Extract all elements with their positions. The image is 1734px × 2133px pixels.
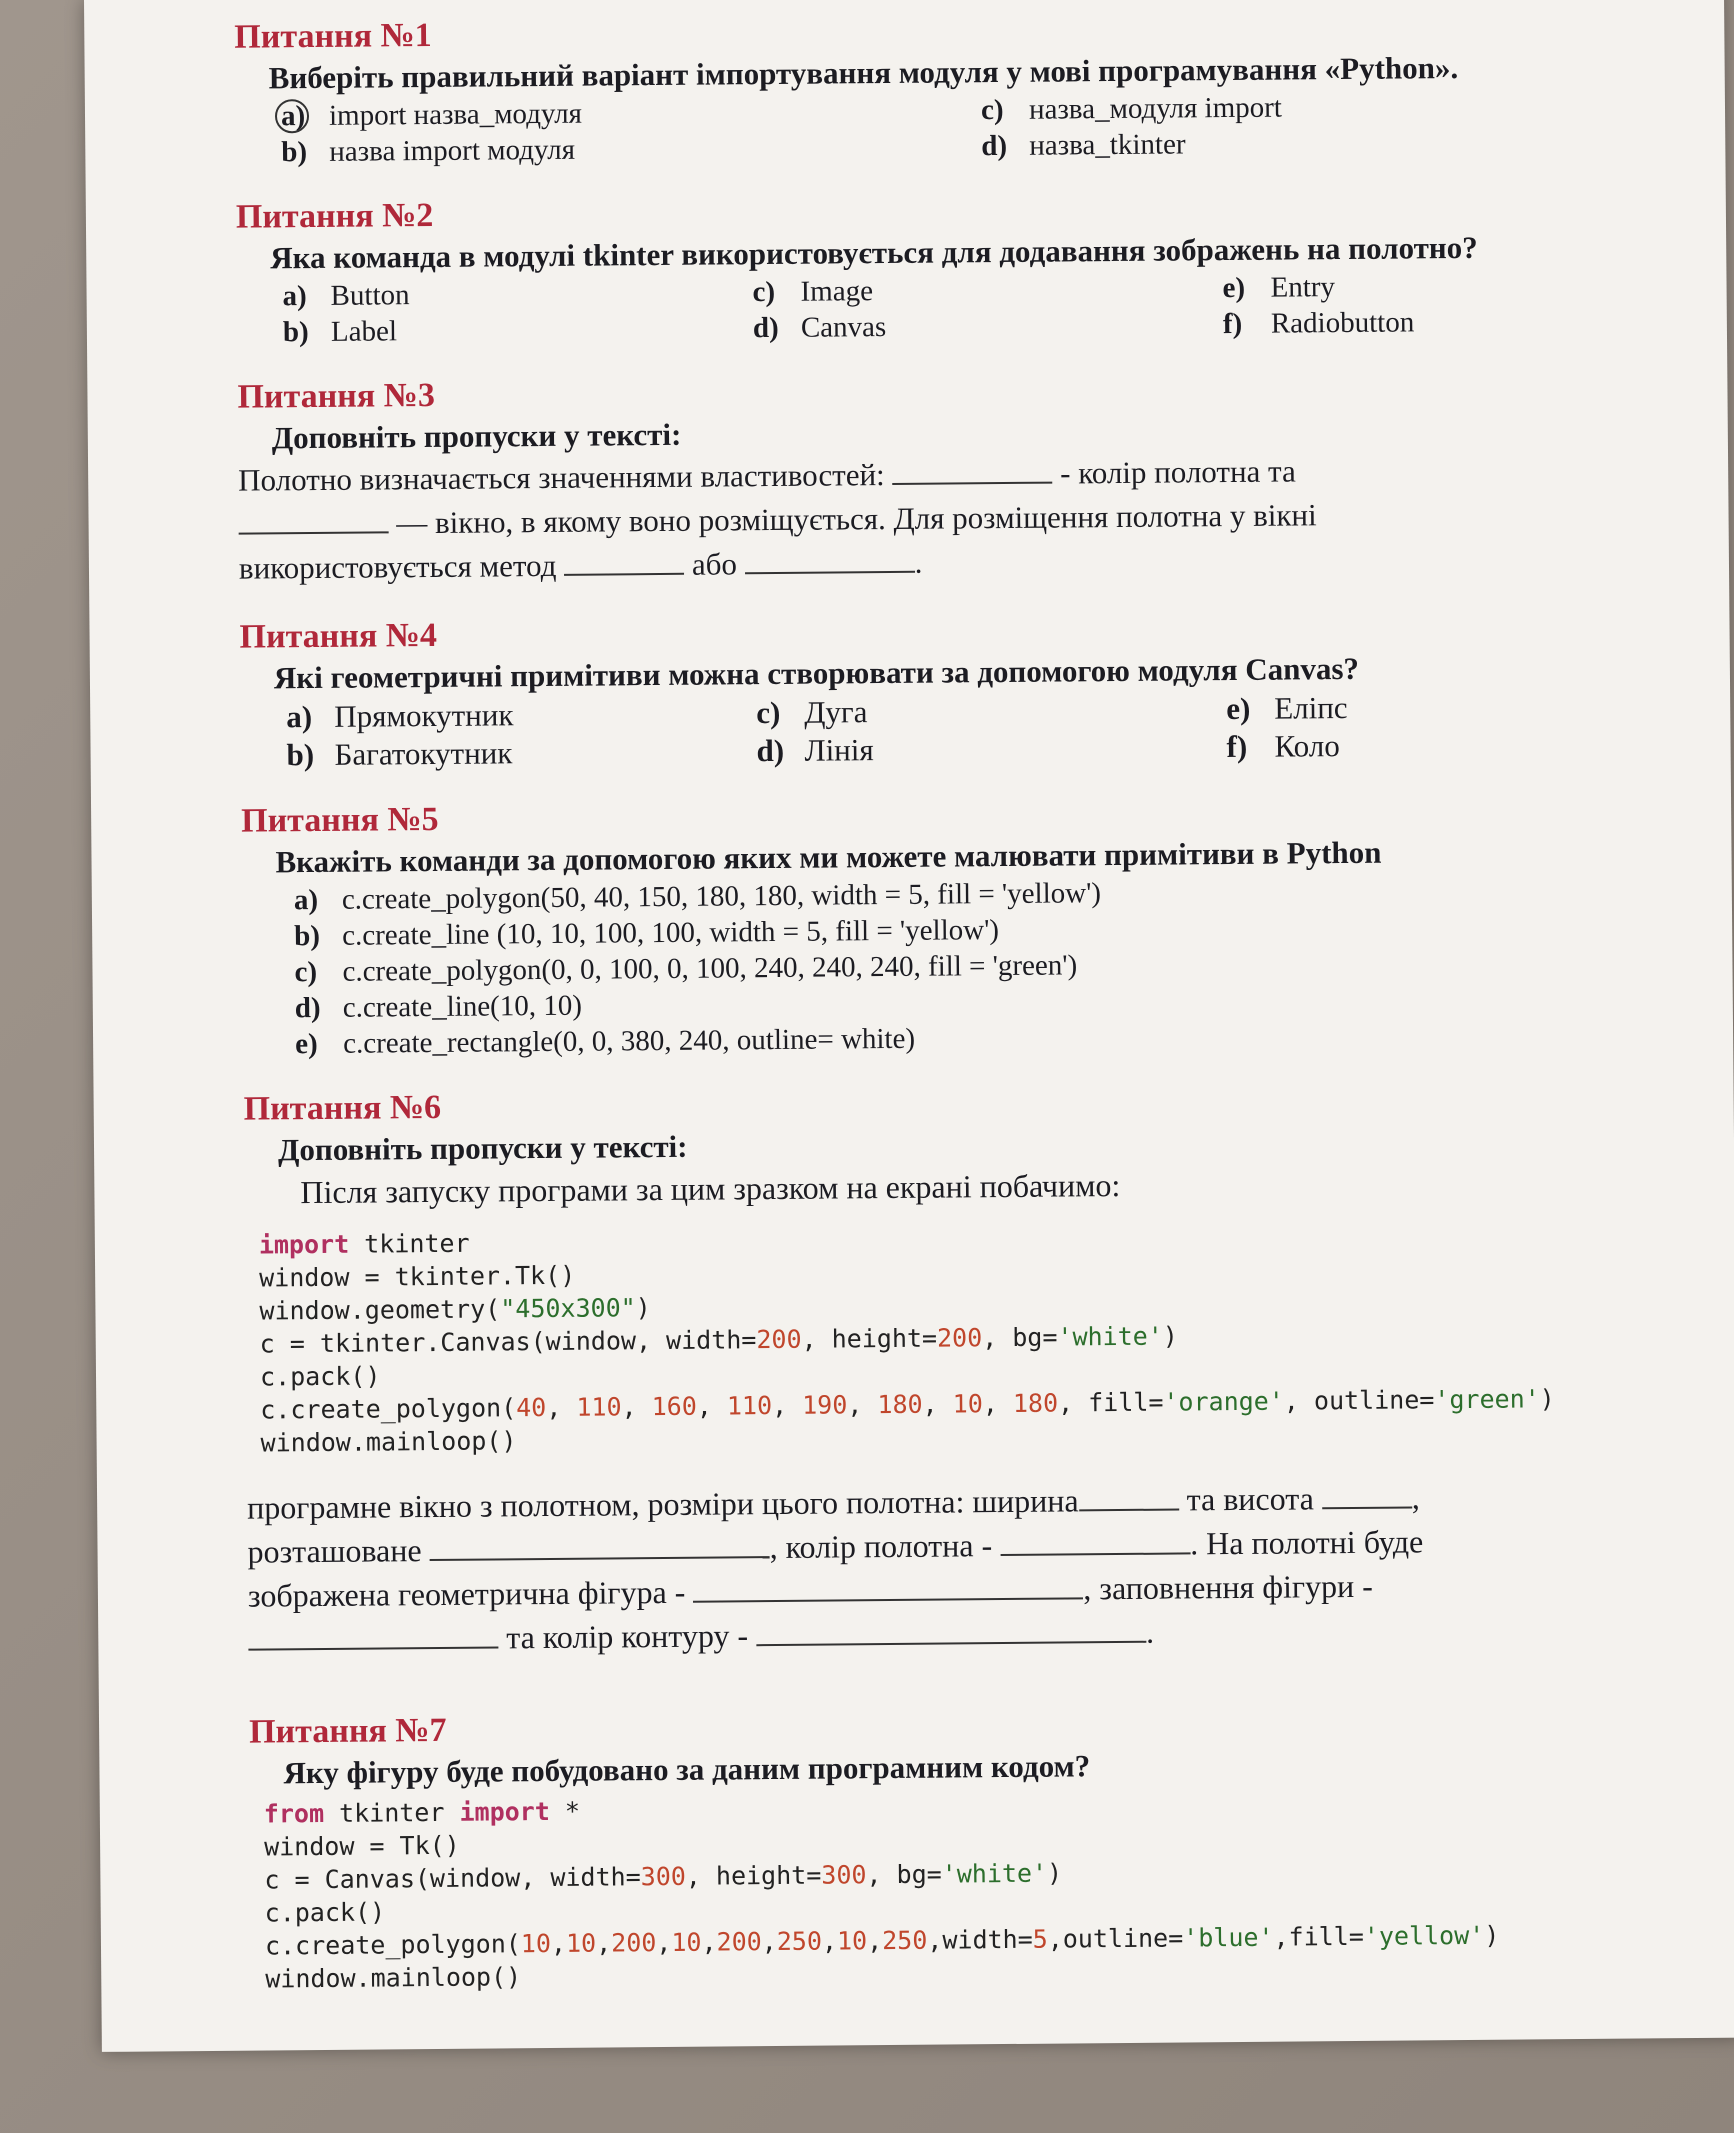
fill-blank[interactable] xyxy=(745,545,915,574)
question-2-text: Яка команда в модулі tkinter використовується для додавання зображень на полотно? xyxy=(270,229,1478,276)
question-7 xyxy=(249,1699,1721,1996)
option-c: c) Дуга xyxy=(756,694,868,731)
option-a: a) Button xyxy=(282,279,410,313)
option-b: b) Багатокутник xyxy=(286,735,513,773)
question-2-title: Питання №2 xyxy=(235,196,434,236)
option-c: c) c.create_polygon(0, 0, 100, 0, 100, 240, 240, 240, fill = 'green') xyxy=(294,949,1078,989)
question-3-title: Питання №3 xyxy=(237,376,436,416)
fill-blank[interactable] xyxy=(1078,1483,1178,1512)
question-5-options xyxy=(242,870,1714,1063)
fill-blank[interactable] xyxy=(892,456,1052,485)
option-a: a) import назва_модуля xyxy=(281,92,981,134)
question-1-options xyxy=(235,86,1706,171)
question-1-text: Виберіть правильний варіант імпортування модуля у мові програмування «Python». xyxy=(268,50,1459,96)
option-b: b) назва import модуля xyxy=(281,133,576,169)
question-5 xyxy=(241,788,1713,1063)
code-block-q7: from tkinter import * window = Tk() c = Canvas(window, width=300, height=300, bg='white') c.pack() c.create_polygon(10,10,200,10,200,250,10,250,width=5,outline='blue',fill='yellow') window.mainloop() xyxy=(263,1796,1500,1994)
question-5-title: Питання №5 xyxy=(241,800,439,840)
option-e: e) Еліпс xyxy=(1226,690,1348,727)
fill-blank[interactable] xyxy=(1322,1480,1412,1509)
option-b: b) c.create_line (10, 10, 100, 100, width = 5, fill = 'yellow') xyxy=(294,914,1000,953)
fill-blank[interactable] xyxy=(756,1615,1146,1646)
worksheet xyxy=(84,0,1734,2052)
fill-blank[interactable] xyxy=(429,1530,769,1561)
question-4-title: Питання №4 xyxy=(239,616,438,656)
code-block-q6: import tkinter window = tkinter.Tk() window.geometry("450x300") c = tkinter.Canvas(window, width=200, height=200, bg='white') c.pack() c.create_polygon(40, 110, 160, 110, 190, 180, 10, 180, fill='orange', outline='green') window.mainloop() xyxy=(258,1228,1555,1458)
question-6-subtext: Після запуску програми за цим зразком на екрані побачимо: xyxy=(300,1167,1121,1211)
question-4-text: Які геометричні примітиви можна створювати за допомогою модуля Canvas? xyxy=(273,650,1360,696)
question-7-title: Питання №7 xyxy=(248,1711,447,1751)
question-3-paragraph: Полотно визначається значеннями властивостей: - колір полотна та — вікно, в якому воно розміщується. Для розміщення полотна у вікні використовується метод або . xyxy=(238,453,1317,586)
option-c: c) назва_модуля import xyxy=(980,91,1283,127)
option-a: a) c.create_polygon(50, 40, 150, 180, 180, width = 5, fill = 'yellow') xyxy=(293,877,1102,917)
option-a: a) Прямокутник xyxy=(286,697,514,735)
question-6 xyxy=(244,1076,1719,1662)
question-4 xyxy=(239,604,1710,775)
fill-blank[interactable] xyxy=(564,547,684,576)
option-b: b) Label xyxy=(282,315,398,349)
fill-blank[interactable] xyxy=(1000,1526,1190,1556)
option-f: f) Коло xyxy=(1226,728,1340,765)
question-6-title: Питання №6 xyxy=(243,1088,442,1128)
fill-blank[interactable] xyxy=(693,1571,1083,1602)
option-f: f) Radiobutton xyxy=(1222,306,1415,341)
question-6-text: Доповніть пропуски у тексті: xyxy=(277,1128,688,1168)
option-d: d) назва_tkinter xyxy=(981,128,1186,163)
question-3 xyxy=(237,364,1709,591)
answer-circle-mark xyxy=(275,99,309,133)
worksheet-content xyxy=(234,4,1721,2022)
question-7-text: Яку фігуру буде побудовано за даним програмним кодом? xyxy=(283,1748,1091,1791)
option-d: d) c.create_line(10, 10) xyxy=(294,989,583,1025)
question-2 xyxy=(236,184,1707,351)
question-3-text: Доповніть пропуски у тексті: xyxy=(271,416,682,456)
option-d: d) Лінія xyxy=(756,732,874,769)
question-1-title: Питання №1 xyxy=(234,16,432,56)
option-e: e) c.create_rectangle(0, 0, 380, 240, outline= white) xyxy=(294,1022,916,1061)
fill-blank[interactable] xyxy=(248,1620,498,1650)
question-4-options xyxy=(240,686,1711,775)
question-6-paragraph: програмне вікно з полотном, розміри цього полотна: ширина та висота , розташоване , колір полотна - . На полотні буде зображена геометрична фігура - , заповнення фігури - та колір контуру - . xyxy=(247,1479,1424,1656)
option-e: e) Entry xyxy=(1222,271,1336,305)
fill-blank[interactable] xyxy=(238,505,388,534)
question-1 xyxy=(234,4,1705,171)
option-d: d) Canvas xyxy=(752,311,887,345)
option-c: c) Image xyxy=(752,275,874,309)
question-5-text: Вкажіть команди за допомогою яких ми можете малювати примітиви в Python xyxy=(275,834,1382,880)
question-2-options xyxy=(236,266,1707,351)
